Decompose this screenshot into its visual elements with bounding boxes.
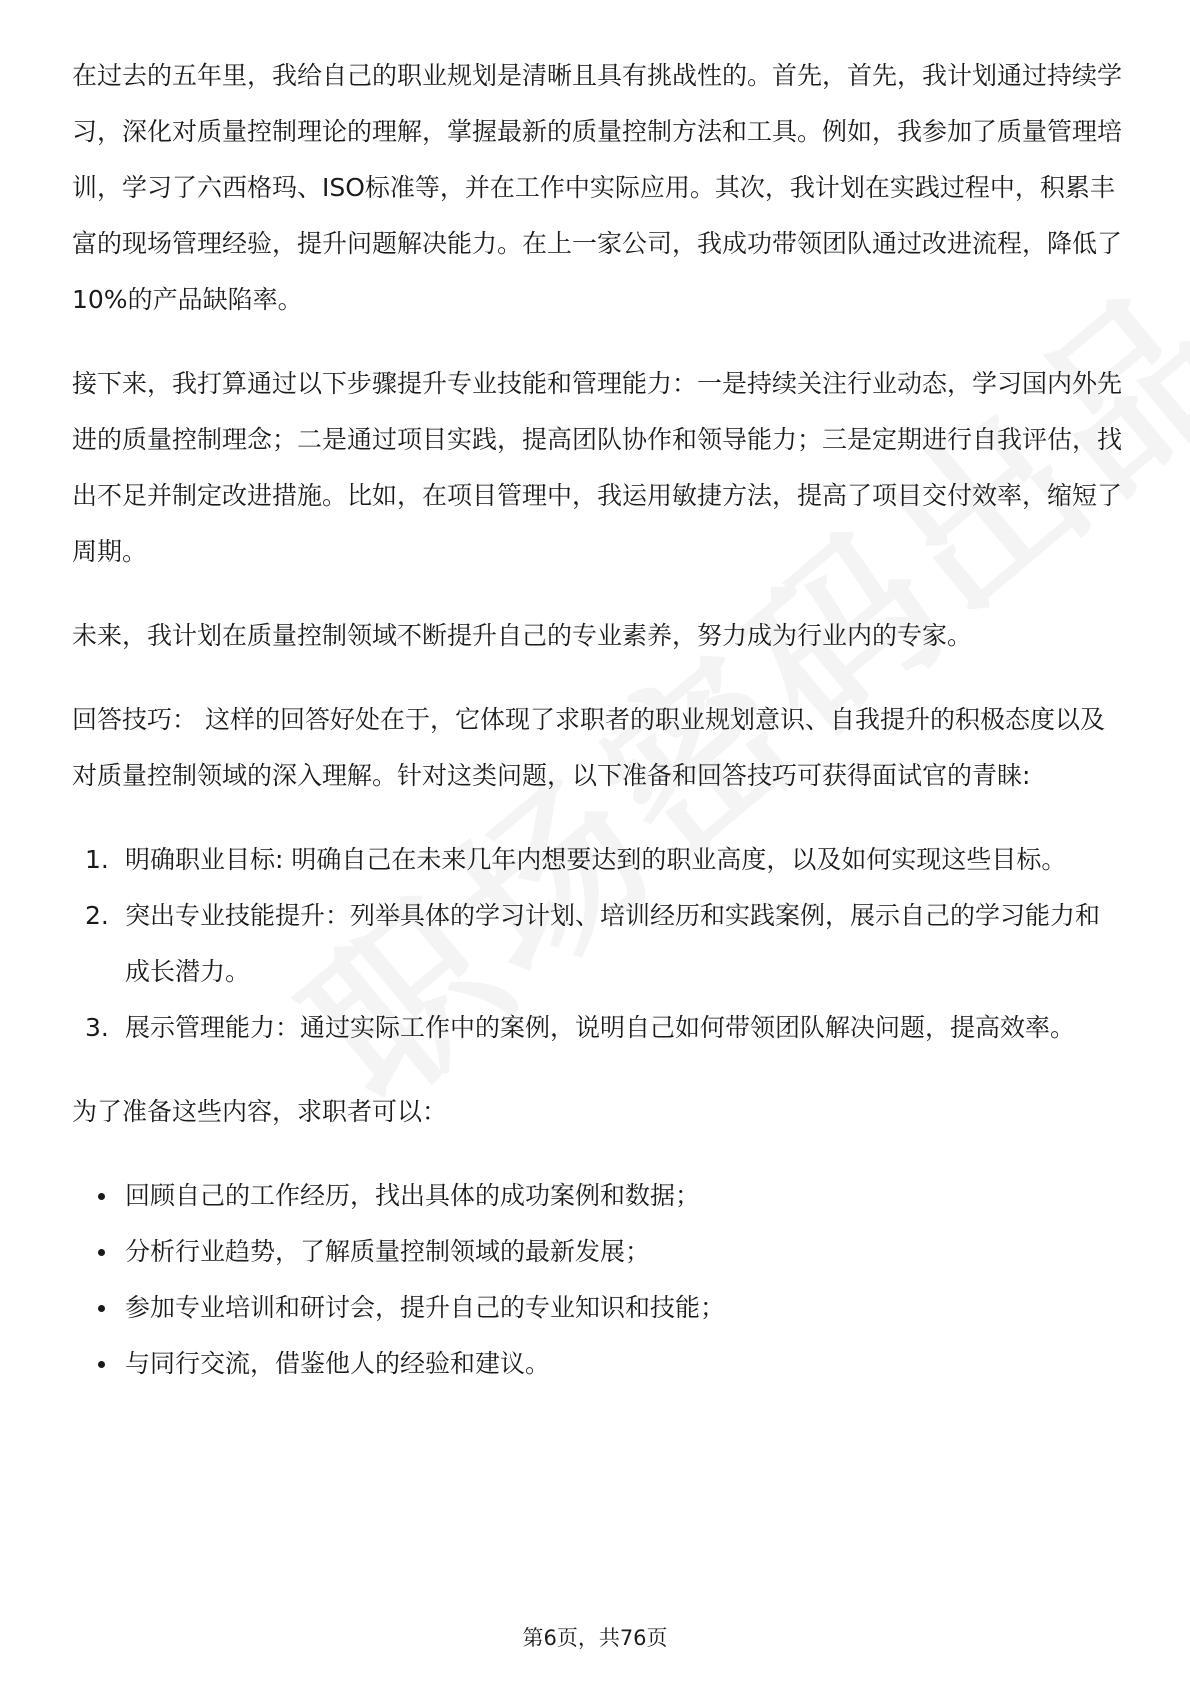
list-item-text: 参加专业培训和研讨会，提升自己的专业知识和技能； — [125, 1293, 726, 1322]
list-item-text: 展示管理能力：通过实际工作中的案例，说明自己如何带领团队解决问题，提高效率。 — [125, 1013, 1076, 1042]
list-item — [72, 888, 1122, 1000]
list-item — [72, 1000, 1122, 1056]
bullet-icon — [98, 1249, 105, 1256]
list-item — [72, 1168, 1122, 1224]
list-item-text: 回顾自己的工作经历，找出具体的成功案例和数据； — [125, 1181, 701, 1210]
prep-bullet-list — [72, 1168, 1122, 1392]
bullet-icon — [98, 1361, 105, 1368]
tips-numbered-list — [72, 832, 1122, 1056]
list-item-text: 与同行交流，借鉴他人的经验和建议。 — [125, 1349, 551, 1378]
document-body — [72, 48, 1122, 1392]
list-number: 1. — [85, 845, 109, 874]
list-number: 3. — [85, 1013, 109, 1042]
bullet-icon — [98, 1305, 105, 1312]
list-item-text: 明确职业目标: 明确自己在未来几年内想要达到的职业高度，以及如何实现这些目标。 — [125, 845, 1067, 874]
page-number-footer: 第6页，共76页 — [522, 1626, 668, 1650]
list-item — [72, 1280, 1122, 1336]
paragraph-next-steps: 接下来，我打算通过以下步骤提升专业技能和管理能力：一是持续关注行业动态，学习国内外先进的质量控制理念；二是通过项目实践，提高团队协作和领导能力；三是定期进行自我评估，找出不足并制定改进措施。比如，在项目管理中，我运用敏捷方法，提高了项目交付效率，缩短了周期。 — [72, 369, 1123, 566]
list-number: 2. — [85, 901, 109, 930]
list-item-text: 突出专业技能提升：列举具体的学习计划、培训经历和实践案例，展示自己的学习能力和成长潜力。 — [125, 901, 1101, 986]
paragraph-answer-tips: 回答技巧： 这样的回答好处在于，它体现了求职者的职业规划意识、自我提升的积极态度以及对质量控制领域的深入理解。针对这类问题，以下准备和回答技巧可获得面试官的青睐: — [72, 705, 1105, 790]
list-item — [72, 832, 1122, 888]
list-item-text: 分析行业趋势，了解质量控制领域的最新发展； — [125, 1237, 651, 1266]
list-item — [72, 1224, 1122, 1280]
paragraph-future: 未来，我计划在质量控制领域不断提升自己的专业素养，努力成为行业内的专家。 — [72, 621, 973, 650]
list-item — [72, 1336, 1122, 1392]
bullet-icon — [98, 1193, 105, 1200]
paragraph-career-plan: 在过去的五年里，我给自己的职业规划是清晰且具有挑战性的。首先，首先，我计划通过持续学习，深化对质量控制理论的理解，掌握最新的质量控制方法和工具。例如，我参加了质量管理培训，学习了六西格玛、ISO标准等，并在工作中实际应用。其次，我计划在实践过程中，积累丰富的现场管理经验，提升问题解决能力。在上一家公司，我成功带领团队通过改进流程，降低了10%的产品缺陷率。 — [72, 61, 1123, 314]
paragraph-prep-intro: 为了准备这些内容，求职者可以： — [72, 1097, 448, 1126]
